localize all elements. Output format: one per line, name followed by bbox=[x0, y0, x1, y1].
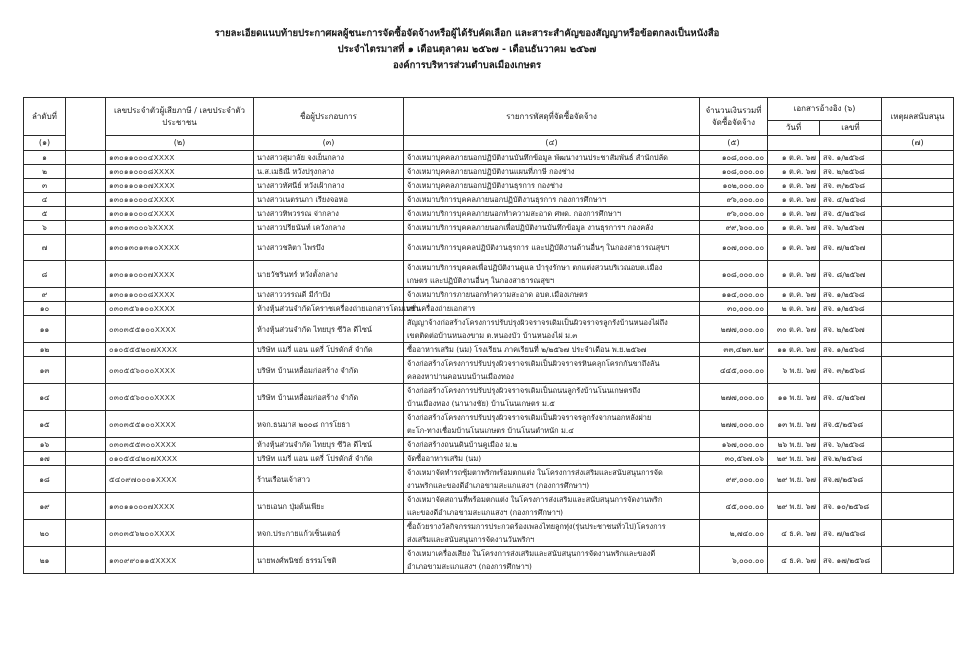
cell-reason bbox=[882, 179, 954, 193]
cell-taxid: ๐๑๐๕๕๔๒๐๗XXXX bbox=[106, 452, 254, 466]
cell-amount: ๓๐,๐๐๐.๐๐ bbox=[700, 302, 768, 316]
cell-vendor: น.ส.เมธิณี หวังปรุงกลาง bbox=[254, 165, 404, 179]
cell-vendor: บริษัท แมรี่ แอน แดรี่ โปรดักส์ จำกัด bbox=[254, 343, 404, 357]
cell-number: สจ. ๕/๒๕๖๘ bbox=[820, 207, 882, 221]
cell-amount: ๒,๗๔๐.๐๐ bbox=[700, 520, 768, 547]
items-line-1: จ้างก่อสร้างโครงการปรับปรุงผิวจราจรเดิมเป็นผิวจราจรหินคลุกโครกกันขาถึงลัน bbox=[407, 359, 660, 368]
cell-number: สจ. ๑๗/๒๕๖๘ bbox=[820, 547, 882, 574]
cell-seq: ๙ bbox=[24, 288, 66, 302]
cell-blank bbox=[66, 384, 106, 411]
header-n5: (๕) bbox=[700, 136, 768, 151]
items-line-2: บ้านเมืองทอง (นานางชัย) บ้านโนนเกษตร ม.๕ bbox=[407, 399, 555, 408]
cell-date: ๑ ต.ค. ๖๗ bbox=[768, 165, 820, 179]
cell-items: จัดซื้ออาหารเสริม (นม) bbox=[404, 452, 700, 466]
header-items-label: รายการพัสดุที่จัดซื้อจัดจ้าง bbox=[506, 111, 597, 121]
cell-blank bbox=[66, 179, 106, 193]
header-seq-label: ลำดับที่ bbox=[32, 111, 57, 121]
cell-vendor: ห้างหุ้นส่วนจำกัด ไทยบุร ซีวิล ดีไซน์ bbox=[254, 316, 404, 343]
items-line-2: ส่งเสริมและสนับสนุนการจัดงานวันพริกฯ bbox=[407, 535, 535, 544]
cell-taxid: ๐๓๐๓๕๕๓๐๐XXXX bbox=[106, 438, 254, 452]
header-reason bbox=[882, 98, 954, 136]
cell-blank bbox=[66, 165, 106, 179]
cell-taxid: ๕๔๐๙๗๐๐๐๑XXXX bbox=[106, 466, 254, 493]
table-row bbox=[24, 288, 954, 302]
items-line-1: สัญญาจ้างก่อสร้างโครงการปรับปรุงผิวจราจรเดิมเป็นผิวจราจรลูกรังบ้านหนองไผ่ถึง bbox=[407, 318, 668, 327]
cell-taxid: ๑๓๐๑๑๐๐๐๔XXXX bbox=[106, 207, 254, 221]
cell-reason bbox=[882, 288, 954, 302]
cell-date: ๒๙ พ.ย. ๖๗ bbox=[768, 452, 820, 466]
header-items bbox=[404, 98, 700, 136]
cell-blank bbox=[66, 261, 106, 288]
cell-seq: ๑๑ bbox=[24, 316, 66, 343]
cell-date: ๔ ธ.ค. ๖๗ bbox=[768, 547, 820, 574]
cell-number: สจ. ๑๐/๒๕๖๘ bbox=[820, 493, 882, 520]
cell-date: ๒๙ พ.ย. ๖๗ bbox=[768, 466, 820, 493]
cell-number: สจ. ๑/๒๕๖๘ bbox=[820, 343, 882, 357]
cell-vendor: หจก.ธนมาส ๒๐๐๘ การโยธา bbox=[254, 411, 404, 438]
cell-items bbox=[404, 357, 700, 384]
cell-items: จ้างเหมาบริการบุคคลภายนอกทำความสะอาด ศพด. กองการศึกษาฯ bbox=[404, 207, 700, 221]
cell-reason bbox=[882, 493, 954, 520]
cell-date: ๑ ต.ค. ๖๗ bbox=[768, 179, 820, 193]
cell-vendor: นางสาววรรณดี มีกำปัง bbox=[254, 288, 404, 302]
cell-reason bbox=[882, 438, 954, 452]
cell-reason bbox=[882, 221, 954, 235]
table-row bbox=[24, 235, 954, 261]
table-row bbox=[24, 165, 954, 179]
cell-date: ๑ ต.ค. ๖๗ bbox=[768, 288, 820, 302]
cell-reason bbox=[882, 165, 954, 179]
cell-seq: ๑๒ bbox=[24, 343, 66, 357]
cell-vendor: ร้านเรือนเจ้าสาว bbox=[254, 466, 404, 493]
cell-items: เช่าเครื่องถ่ายเอกสาร bbox=[404, 302, 700, 316]
cell-seq: ๒๑ bbox=[24, 547, 66, 574]
cell-items bbox=[404, 493, 700, 520]
items-line-2: เกษตร และปฏิบัติงานอื่นๆ ในกองสาธารณสุขฯ bbox=[407, 276, 555, 285]
cell-seq: ๖ bbox=[24, 221, 66, 235]
cell-number: สจ. ๗/๒๕๖๘ bbox=[820, 520, 882, 547]
header-reason-label: เหตุผลสนับสนุน bbox=[890, 111, 945, 121]
cell-blank bbox=[66, 151, 106, 165]
cell-date: ๑๑ พ.ย. ๖๗ bbox=[768, 384, 820, 411]
cell-vendor: นางสาวทัศนีย์ หวังเฝ้ากลาง bbox=[254, 179, 404, 193]
cell-taxid: ๑๓๐๑๑๐๐๐๘XXXX bbox=[106, 288, 254, 302]
cell-blank bbox=[66, 288, 106, 302]
cell-date: ๑ ต.ค. ๖๗ bbox=[768, 207, 820, 221]
header-row bbox=[24, 98, 954, 121]
table-row bbox=[24, 343, 954, 357]
cell-items: จ้างเหมาบริการภายนอกทำความสะอาด อบต.เมืองเกษตร bbox=[404, 288, 700, 302]
cell-items: จ้างเหมาบริการบุคคลภายนอกเพื่อปฏิบัติงานบันทึกข้อมูล งานธุรการฯ กองคลัง bbox=[404, 221, 700, 235]
table-row bbox=[24, 221, 954, 235]
title-line-1: รายละเอียดแนบท้ายประกาศผลผู้ชนะการจัดซื้อจัดจ้างหรือผู้ได้รับคัดเลือก และสาระสำคัญของสัญญาหรือข้อตกลงเป็นหนังสือ bbox=[214, 28, 720, 39]
cell-amount: ๓๓,๔๒๓.๒๙ bbox=[700, 343, 768, 357]
header-n2: (๒) bbox=[106, 136, 254, 151]
items-line-1: จ้างเหมาเครื่องเสียง ในโครงการส่งเสริมและสนับสนุนการจัดงานพริกและของดี bbox=[407, 549, 656, 558]
cell-date: ๒๖ พ.ย. ๖๗ bbox=[768, 438, 820, 452]
cell-items bbox=[404, 547, 700, 574]
cell-vendor: นายวัชรินทร์ หวังตั้งกลาง bbox=[254, 261, 404, 288]
cell-taxid: ๐๓๐๓๕๕๑๐๐XXXX bbox=[106, 316, 254, 343]
cell-vendor: นางสาวเนตรนภา เรียงจอหอ bbox=[254, 193, 404, 207]
table-row bbox=[24, 547, 954, 574]
cell-date: ๑ ต.ค. ๖๗ bbox=[768, 151, 820, 165]
cell-items: จ้างเหมาบุคคลภายนอกปฏิบัติงานแผนที่ภาษี กองช่าง bbox=[404, 165, 700, 179]
table-row bbox=[24, 193, 954, 207]
cell-seq: ๑๕ bbox=[24, 411, 66, 438]
cell-vendor: นางสาวทิพวรรณ จ่ากลาง bbox=[254, 207, 404, 221]
cell-items: จ้างเหมาบริการบุคคลภายนอกปฏิบัติงานธุรการ กองการศึกษาฯ bbox=[404, 193, 700, 207]
cell-taxid: ๑๓๐๑๑๐๑๐๗XXXX bbox=[106, 179, 254, 193]
cell-seq: ๕ bbox=[24, 207, 66, 221]
cell-amount: ๑๐๘,๐๐๐.๐๐ bbox=[700, 261, 768, 288]
cell-amount: ๑๐๘,๐๐๐.๐๐ bbox=[700, 151, 768, 165]
cell-amount: ๙๖,๐๐๐.๐๐ bbox=[700, 193, 768, 207]
items-line-2: เขตติดต่อบ้านหนองขาม ต.หนองบัว บ้านหนองไผ่ ม.๓ bbox=[407, 331, 578, 340]
table-row bbox=[24, 207, 954, 221]
cell-items: จ้างก่อสร้างถนนดินบ้านคูเมือง ม.๒ bbox=[404, 438, 700, 452]
table-row bbox=[24, 438, 954, 452]
cell-items bbox=[404, 411, 700, 438]
cell-vendor: นางสาวปรียนันท์ เควังกลาง bbox=[254, 221, 404, 235]
cell-amount: ๓๐,๕๖๗.๐๖ bbox=[700, 452, 768, 466]
items-line-1: จ้างเหมาจัดสถานที่พร้อมตกแต่ง ในโครงการส่งเสริมและสนับสนุนการจัดงานพริก bbox=[407, 495, 663, 504]
header-refdoc bbox=[768, 98, 882, 121]
cell-number: สจ. ๖/๒๕๖๘ bbox=[820, 438, 882, 452]
cell-taxid: ๑๓๐๑๓๐๐๐๖XXXX bbox=[106, 221, 254, 235]
cell-blank bbox=[66, 221, 106, 235]
cell-blank bbox=[66, 193, 106, 207]
cell-seq: ๑๓ bbox=[24, 357, 66, 384]
header-vendor-label: ชื่อผู้ประกอบการ bbox=[300, 111, 357, 121]
cell-items bbox=[404, 520, 700, 547]
cell-number: สจ. ๔/๒๕๖๗ bbox=[820, 384, 882, 411]
cell-blank bbox=[66, 438, 106, 452]
cell-number: สจ. ๑/๒๕๖๘ bbox=[820, 288, 882, 302]
table-row bbox=[24, 302, 954, 316]
cell-seq: ๑๙ bbox=[24, 493, 66, 520]
items-line-2: คลองหาปานคอนบนบ้านเมืองทอง bbox=[407, 372, 514, 381]
cell-taxid: ๑๓๐๙๙๐๑๑๕XXXX bbox=[106, 547, 254, 574]
cell-amount: ๔๔๕,๐๐๐.๐๐ bbox=[700, 357, 768, 384]
cell-taxid: ๑๓๐๑๑๐๐๐๔XXXX bbox=[106, 193, 254, 207]
cell-blank bbox=[66, 466, 106, 493]
cell-vendor: บริษัท บ้านเหลื่อมก่อสร้าง จำกัด bbox=[254, 384, 404, 411]
header-seq bbox=[24, 98, 66, 136]
table-row bbox=[24, 151, 954, 165]
cell-vendor: บริษัท แมรี่ แอน แดรี่ โปรดักส์ จำกัด bbox=[254, 452, 404, 466]
cell-blank bbox=[66, 302, 106, 316]
cell-date: ๑๓ พ.ย. ๖๗ bbox=[768, 411, 820, 438]
cell-blank bbox=[66, 207, 106, 221]
table-row bbox=[24, 384, 954, 411]
cell-seq: ๒ bbox=[24, 165, 66, 179]
header-refdoc-spacer bbox=[768, 136, 882, 151]
header-n7: (๗) bbox=[882, 136, 954, 151]
cell-reason bbox=[882, 343, 954, 357]
cell-date: ๖ พ.ย. ๖๗ bbox=[768, 357, 820, 384]
cell-items bbox=[404, 384, 700, 411]
cell-vendor: นายพงศ์พนิชย์ ธรรมโชติ bbox=[254, 547, 404, 574]
cell-amount: ๙๖,๐๐๐.๐๐ bbox=[700, 207, 768, 221]
cell-items: จ้างเหมาบุคคลภายนอกปฏิบัติงานธุรการ กองช่าง bbox=[404, 179, 700, 193]
cell-seq: ๑๐ bbox=[24, 302, 66, 316]
cell-reason bbox=[882, 384, 954, 411]
cell-amount: ๑๑๔,๐๐๐.๐๐ bbox=[700, 288, 768, 302]
cell-number: สจ. ๘/๒๕๖๗ bbox=[820, 261, 882, 288]
header-number-row bbox=[24, 136, 954, 151]
cell-date: ๓๐ ต.ค. ๖๗ bbox=[768, 316, 820, 343]
cell-number: สจ. ๑/๒๕๖๘ bbox=[820, 151, 882, 165]
cell-items: จ้างเหมาบริการบุคคลปฏิบัติงานธุรการ และปฏิบัติงานด้านอื่นๆ ในกองสาธารณสุขฯ bbox=[404, 235, 700, 261]
cell-number: สจ.๕/๒๕๖๘ bbox=[820, 411, 882, 438]
header-taxid-label: เลขประจำตัวผู้เสียภาษี / เลขประจำตัวประชาชน bbox=[113, 105, 246, 127]
cell-number: สจ. ๒/๒๕๖๘ bbox=[820, 165, 882, 179]
cell-reason bbox=[882, 316, 954, 343]
document-header bbox=[0, 26, 934, 74]
header-amount-label: จำนวนเงินรวมที่จัดซื้อจัดจ้าง bbox=[705, 105, 762, 127]
cell-taxid: ๑๓๐๑๑๐๐๐๗XXXX bbox=[106, 261, 254, 288]
cell-seq: ๑๖ bbox=[24, 438, 66, 452]
cell-vendor: นางสาวสุมาลัย จงเย็นกลาง bbox=[254, 151, 404, 165]
title-line-2: ประจำไตรมาสที่ ๑ เดือนตุลาคม ๒๕๖๗ - เดือนธันวาคม ๒๕๖๗ bbox=[337, 44, 597, 55]
cell-date: ๒ ต.ค. ๖๗ bbox=[768, 302, 820, 316]
header-number: เลขที่ bbox=[820, 121, 882, 136]
cell-amount: ๑๐๗,๐๐๐.๐๐ bbox=[700, 235, 768, 261]
cell-blank bbox=[66, 520, 106, 547]
table-row bbox=[24, 316, 954, 343]
cell-blank bbox=[66, 343, 106, 357]
header-taxid bbox=[106, 98, 254, 136]
header-blank bbox=[66, 98, 106, 151]
items-line-1: จ้างก่อสร้างโครงการปรับปรุงผิวจราจรเดิมเป็นถนนลูกรังบ้านโนนเกษตรถึง bbox=[407, 386, 641, 395]
cell-number: สจ. ๒/๒๕๖๗ bbox=[820, 316, 882, 343]
table-row bbox=[24, 261, 954, 288]
cell-blank bbox=[66, 411, 106, 438]
cell-vendor: หจก.ประกายแก้วเซ็นเตอร์ bbox=[254, 520, 404, 547]
cell-reason bbox=[882, 193, 954, 207]
header-n4: (๔) bbox=[404, 136, 700, 151]
cell-blank bbox=[66, 357, 106, 384]
cell-taxid: ๐๓๐๕๕๖๐๐๐XXXX bbox=[106, 357, 254, 384]
header-date: วันที่ bbox=[768, 121, 820, 136]
cell-date: ๑ ต.ค. ๖๗ bbox=[768, 261, 820, 288]
cell-blank bbox=[66, 235, 106, 261]
cell-vendor: นายเอนก ปุ่มต้นเพียะ bbox=[254, 493, 404, 520]
cell-number: สจ. ๑/๒๕๖๘ bbox=[820, 302, 882, 316]
cell-number: สจ. ๖/๒๕๖๗ bbox=[820, 221, 882, 235]
cell-date: ๑๑ ต.ค. ๖๗ bbox=[768, 343, 820, 357]
cell-vendor: ห้างหุ้นส่วนจำกัด ไทยบุร ซีวิล ดีไซน์ bbox=[254, 438, 404, 452]
cell-seq: ๔ bbox=[24, 193, 66, 207]
cell-blank bbox=[66, 316, 106, 343]
cell-amount: ๑๖๗,๐๐๐.๐๐ bbox=[700, 438, 768, 452]
cell-reason bbox=[882, 357, 954, 384]
cell-reason bbox=[882, 235, 954, 261]
cell-reason bbox=[882, 261, 954, 288]
table-row bbox=[24, 357, 954, 384]
cell-reason bbox=[882, 452, 954, 466]
items-line-1: ซื้อถ้วยรางวัลกิจกรรมการประกวดร้องเพลงไทยลูกทุ่ง(รุ่นประชาชนทั่วไป)โครงการ bbox=[407, 522, 666, 531]
cell-seq: ๒๐ bbox=[24, 520, 66, 547]
cell-reason bbox=[882, 466, 954, 493]
cell-items bbox=[404, 261, 700, 288]
table-row bbox=[24, 493, 954, 520]
items-line-2: งานพริกและของดีอำเภอขามสะแกแสงฯ (กองการศึกษาฯ) bbox=[407, 481, 590, 490]
cell-taxid: ๐๑๐๕๕๕๒๐๗XXXX bbox=[106, 343, 254, 357]
items-line-1: จ้างก่อสร้างโครงการปรับปรุงผิวจราจรเดิมเป็นผิวจราจรลูกรังจากนอกหลังฝาย bbox=[407, 413, 652, 422]
cell-blank bbox=[66, 452, 106, 466]
cell-seq: ๑ bbox=[24, 151, 66, 165]
table-body bbox=[24, 151, 954, 574]
cell-seq: ๘ bbox=[24, 261, 66, 288]
cell-number: สจ.๗/๒๕๖๘ bbox=[820, 466, 882, 493]
procurement-table bbox=[23, 97, 954, 574]
cell-taxid: ๐๓๐๓๕๖๑๐๐XXXX bbox=[106, 302, 254, 316]
cell-seq: ๗ bbox=[24, 235, 66, 261]
cell-vendor: บริษัท บ้านเหลื่อมก่อสร้าง จำกัด bbox=[254, 357, 404, 384]
cell-taxid: ๑๓๐๑๑๐๐๐๗XXXX bbox=[106, 493, 254, 520]
header-n1: (๑) bbox=[24, 136, 66, 151]
cell-blank bbox=[66, 493, 106, 520]
cell-reason bbox=[882, 520, 954, 547]
cell-seq: ๓ bbox=[24, 179, 66, 193]
header-vendor bbox=[254, 98, 404, 136]
cell-amount: ๙๙,๖๐๐.๐๐ bbox=[700, 221, 768, 235]
items-line-2: และของดีอำเภอขามสะแกแสงฯ (กองการศึกษาฯ) bbox=[407, 508, 563, 517]
table-row bbox=[24, 520, 954, 547]
cell-date: ๒๙ พ.ย. ๖๗ bbox=[768, 493, 820, 520]
cell-amount: ๔๕,๐๐๐.๐๐ bbox=[700, 493, 768, 520]
items-line-2: อำเภอขามสะแกแสงฯ (กองการศึกษาฯ) bbox=[407, 562, 532, 571]
cell-vendor: นางสาวชลิตา ไพรบึง bbox=[254, 235, 404, 261]
cell-reason bbox=[882, 207, 954, 221]
table-row bbox=[24, 466, 954, 493]
cell-items bbox=[404, 466, 700, 493]
cell-date: ๑ ต.ค. ๖๗ bbox=[768, 193, 820, 207]
cell-taxid: ๑๓๐๑๑๐๐๐๘XXXX bbox=[106, 165, 254, 179]
table-row bbox=[24, 452, 954, 466]
cell-taxid: ๐๓๐๓๕๖๒๐๐XXXX bbox=[106, 520, 254, 547]
cell-number: สจ. ๓/๒๕๖๘ bbox=[820, 179, 882, 193]
cell-items: จ้างเหมาบุคคลภายนอกปฏิบัติงานบันทึกข้อมูล พัฒนางานประชาสัมพันธ์ สำนักปลัด bbox=[404, 151, 700, 165]
items-line-1: จ้างเหมาจัดทำรถซุ้มตาพริกพร้อมตกแต่ง ในโครงการส่งเสริมและสนับสนุนการจัด bbox=[407, 468, 663, 477]
cell-seq: ๑๘ bbox=[24, 466, 66, 493]
cell-reason bbox=[882, 151, 954, 165]
header-amount bbox=[700, 98, 768, 136]
cell-date: ๔ ธ.ค. ๖๗ bbox=[768, 520, 820, 547]
cell-taxid: ๑๓๐๑๑๐๐๐๔XXXX bbox=[106, 151, 254, 165]
cell-number: สจ.๒/๒๕๖๘ bbox=[820, 452, 882, 466]
cell-amount: ๑๐๘,๐๐๐.๐๐ bbox=[700, 165, 768, 179]
cell-number: สจ. ๔/๒๕๖๘ bbox=[820, 193, 882, 207]
cell-reason bbox=[882, 411, 954, 438]
cell-amount: ๖,๐๐๐.๐๐ bbox=[700, 547, 768, 574]
cell-taxid: ๐๓๐๓๕๕๑๐๐XXXX bbox=[106, 411, 254, 438]
items-line-2: ตะโก-ทางเชื่อมบ้านโนนเกษตร บ้านโนนตำหนัก ม.๔ bbox=[407, 426, 574, 435]
cell-blank bbox=[66, 547, 106, 574]
header-refdoc-label: เอกสารอ้างอิง (๖) bbox=[793, 104, 856, 113]
cell-amount: ๒๗๗,๐๐๐.๐๐ bbox=[700, 316, 768, 343]
cell-amount: ๙๙,๐๐๐.๐๐ bbox=[700, 466, 768, 493]
cell-taxid: ๐๓๐๕๕๖๐๐๐XXXX bbox=[106, 384, 254, 411]
table-row bbox=[24, 411, 954, 438]
cell-amount: ๒๗๗,๐๐๐.๐๐ bbox=[700, 384, 768, 411]
table-row bbox=[24, 179, 954, 193]
cell-taxid: ๑๓๐๑๓๐๑๓๑๐XXXX bbox=[106, 235, 254, 261]
header-n3: (๓) bbox=[254, 136, 404, 151]
cell-amount: ๒๗๗,๐๐๐.๐๐ bbox=[700, 411, 768, 438]
items-line-1: จ้างเหมาบริการบุคคลเพื่อปฏิบัติงานดูแล บำรุงรักษา ตกแต่งสวนบริเวณอบต.เมือง bbox=[407, 263, 663, 272]
cell-amount: ๑๐๒,๐๐๐.๐๐ bbox=[700, 179, 768, 193]
cell-seq: ๑๔ bbox=[24, 384, 66, 411]
cell-reason bbox=[882, 302, 954, 316]
title-line-3: องค์การบริหารส่วนตำบลเมืองเกษตร bbox=[392, 60, 542, 71]
cell-items bbox=[404, 316, 700, 343]
cell-items: ซื้ออาหารเสริม (นม) โรงเรียน ภาคเรียนที่ ๒/๒๕๖๗ ประจำเดือน พ.ย.๒๕๖๗ bbox=[404, 343, 700, 357]
cell-date: ๑ ต.ค. ๖๗ bbox=[768, 235, 820, 261]
cell-number: สจ. ๓/๒๕๖๘ bbox=[820, 357, 882, 384]
cell-date: ๑ ต.ค. ๖๗ bbox=[768, 221, 820, 235]
cell-number: สจ. ๗/๒๕๖๗ bbox=[820, 235, 882, 261]
cell-seq: ๑๗ bbox=[24, 452, 66, 466]
cell-reason bbox=[882, 547, 954, 574]
cell-vendor: ห้างหุ้นส่วนจำกัดโคราชเครื่องถ่ายเอกสารโดมเนชั่น bbox=[254, 302, 404, 316]
